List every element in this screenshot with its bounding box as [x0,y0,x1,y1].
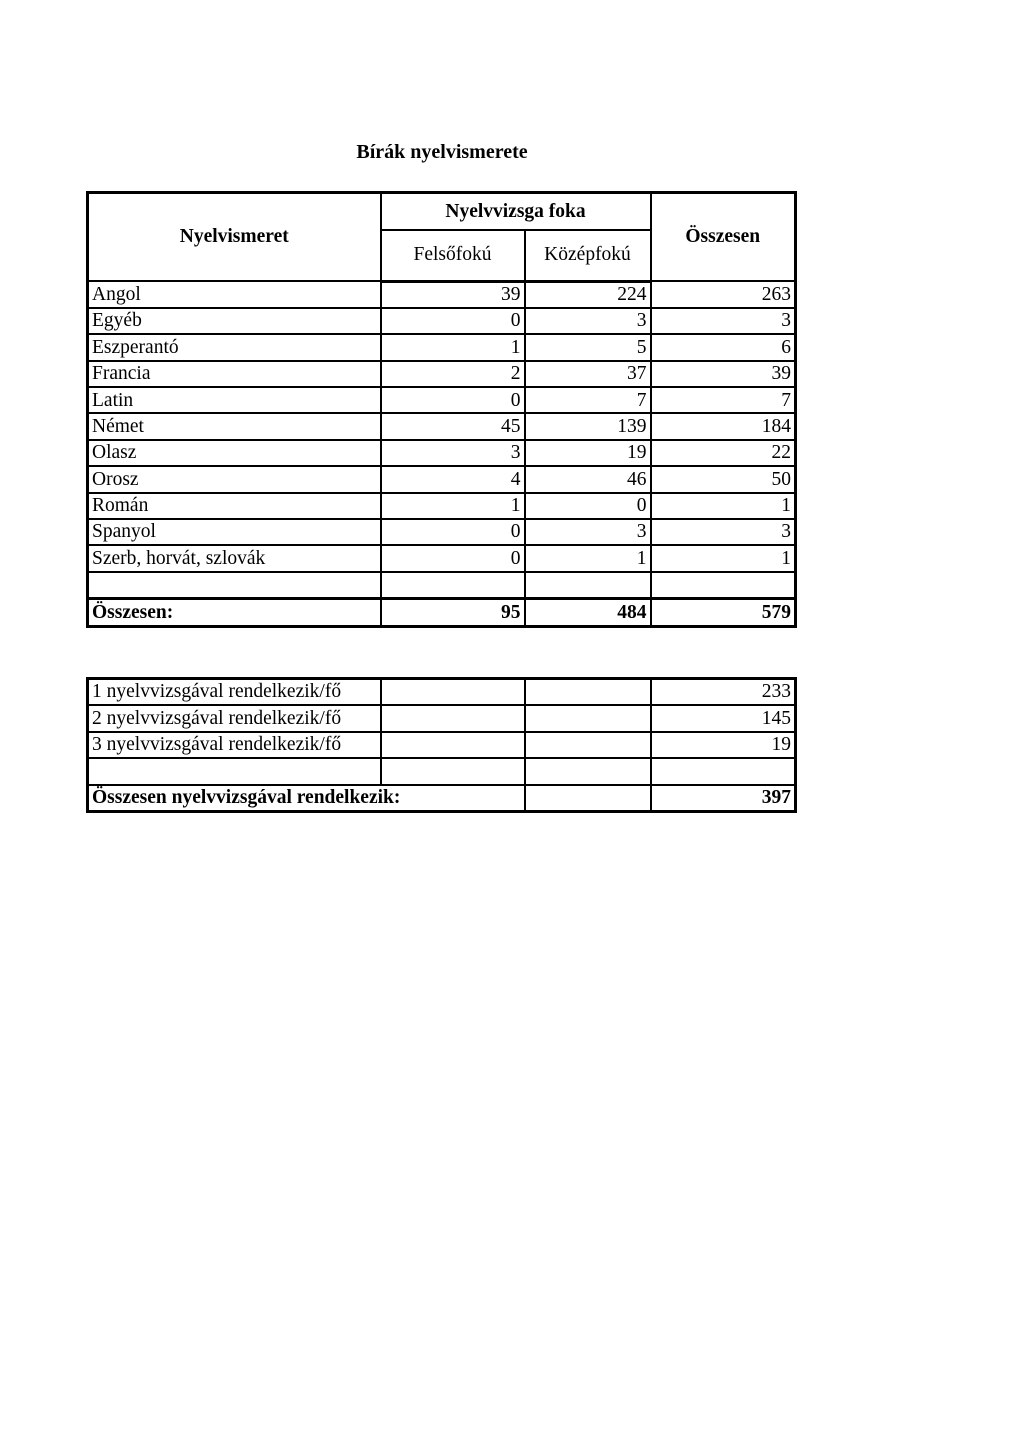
cell-total: 1 [651,493,796,519]
cell-language: Német [88,413,381,439]
cell-language: Angol [88,281,381,308]
cell-language: Olasz [88,440,381,466]
summary-empty-cell [381,732,525,758]
table-row [88,545,796,571]
cell-advanced: 0 [381,308,525,334]
summary-empty-cell [525,705,651,731]
page-title: Bírák nyelvismerete [356,141,528,163]
summary-total-empty [525,785,651,812]
table-row [88,361,796,387]
cell-intermediate: 1 [525,545,651,571]
cell-intermediate: 5 [525,334,651,360]
cell-advanced: 2 [381,361,525,387]
summary-empty-cell [381,705,525,731]
cell-total: 1 [651,545,796,571]
cell-language: Latin [88,387,381,413]
cell-intermediate: 139 [525,413,651,439]
cell-intermediate: 3 [525,519,651,545]
cell-intermediate: 19 [525,440,651,466]
total-total: 579 [651,599,796,626]
table-row [88,281,796,308]
header-intermediate: Középfokú [525,230,651,281]
summary-total-value: 397 [651,785,796,812]
summary-total-label: Összesen nyelvvizsgával rendelkezik: [88,785,525,812]
summary-row [88,679,796,706]
cell-intermediate: 3 [525,308,651,334]
table-row [88,334,796,360]
table-row [88,466,796,492]
cell-total: 22 [651,440,796,466]
cell-total: 3 [651,519,796,545]
cell-language: Eszperantó [88,334,381,360]
cell-total: 6 [651,334,796,360]
cell-total: 50 [651,466,796,492]
table-row [88,493,796,519]
summary-empty-cell [381,679,525,706]
table-row [88,387,796,413]
summary-row [88,705,796,731]
summary-empty-cell [525,732,651,758]
cell-intermediate: 7 [525,387,651,413]
cell-intermediate: 224 [525,281,651,308]
cell-advanced: 45 [381,413,525,439]
cell-total: 263 [651,281,796,308]
cell-language: Francia [88,361,381,387]
cell-total: 39 [651,361,796,387]
summary-value: 233 [651,679,796,706]
cell-advanced: 39 [381,281,525,308]
summary-value: 19 [651,732,796,758]
summary-empty-cell [525,679,651,706]
cell-advanced: 4 [381,466,525,492]
blank-row [88,572,796,599]
summary-total-row [88,785,796,812]
summary-label: 2 nyelvvizsgával rendelkezik/fő [88,705,381,731]
header-advanced: Felsőfokú [381,230,525,281]
cell-intermediate: 37 [525,361,651,387]
total-label: Összesen: [88,599,381,626]
cell-intermediate: 0 [525,493,651,519]
cell-advanced: 0 [381,519,525,545]
table-row [88,519,796,545]
language-table [86,191,797,628]
table-row [88,413,796,439]
total-intermediate: 484 [525,599,651,626]
cell-total: 7 [651,387,796,413]
summary-label: 1 nyelvvizsgával rendelkezik/fő [88,679,381,706]
cell-advanced: 3 [381,440,525,466]
summary-label: 3 nyelvvizsgával rendelkezik/fő [88,732,381,758]
header-language: Nyelvismeret [88,193,381,282]
summary-value: 145 [651,705,796,731]
cell-advanced: 1 [381,334,525,360]
cell-language: Egyéb [88,308,381,334]
cell-language: Szerb, horvát, szlovák [88,545,381,571]
cell-total: 3 [651,308,796,334]
summary-blank-row [88,758,796,784]
summary-row [88,732,796,758]
header-exam-level: Nyelvvizsga foka [381,193,651,230]
cell-language: Román [88,493,381,519]
summary-table [86,677,797,813]
total-advanced: 95 [381,599,525,626]
cell-language: Spanyol [88,519,381,545]
cell-advanced: 0 [381,387,525,413]
cell-total: 184 [651,413,796,439]
cell-intermediate: 46 [525,466,651,492]
total-row [88,599,796,626]
header-total: Összesen [651,193,796,282]
cell-advanced: 1 [381,493,525,519]
table-row [88,440,796,466]
cell-language: Orosz [88,466,381,492]
cell-advanced: 0 [381,545,525,571]
table-row [88,308,796,334]
